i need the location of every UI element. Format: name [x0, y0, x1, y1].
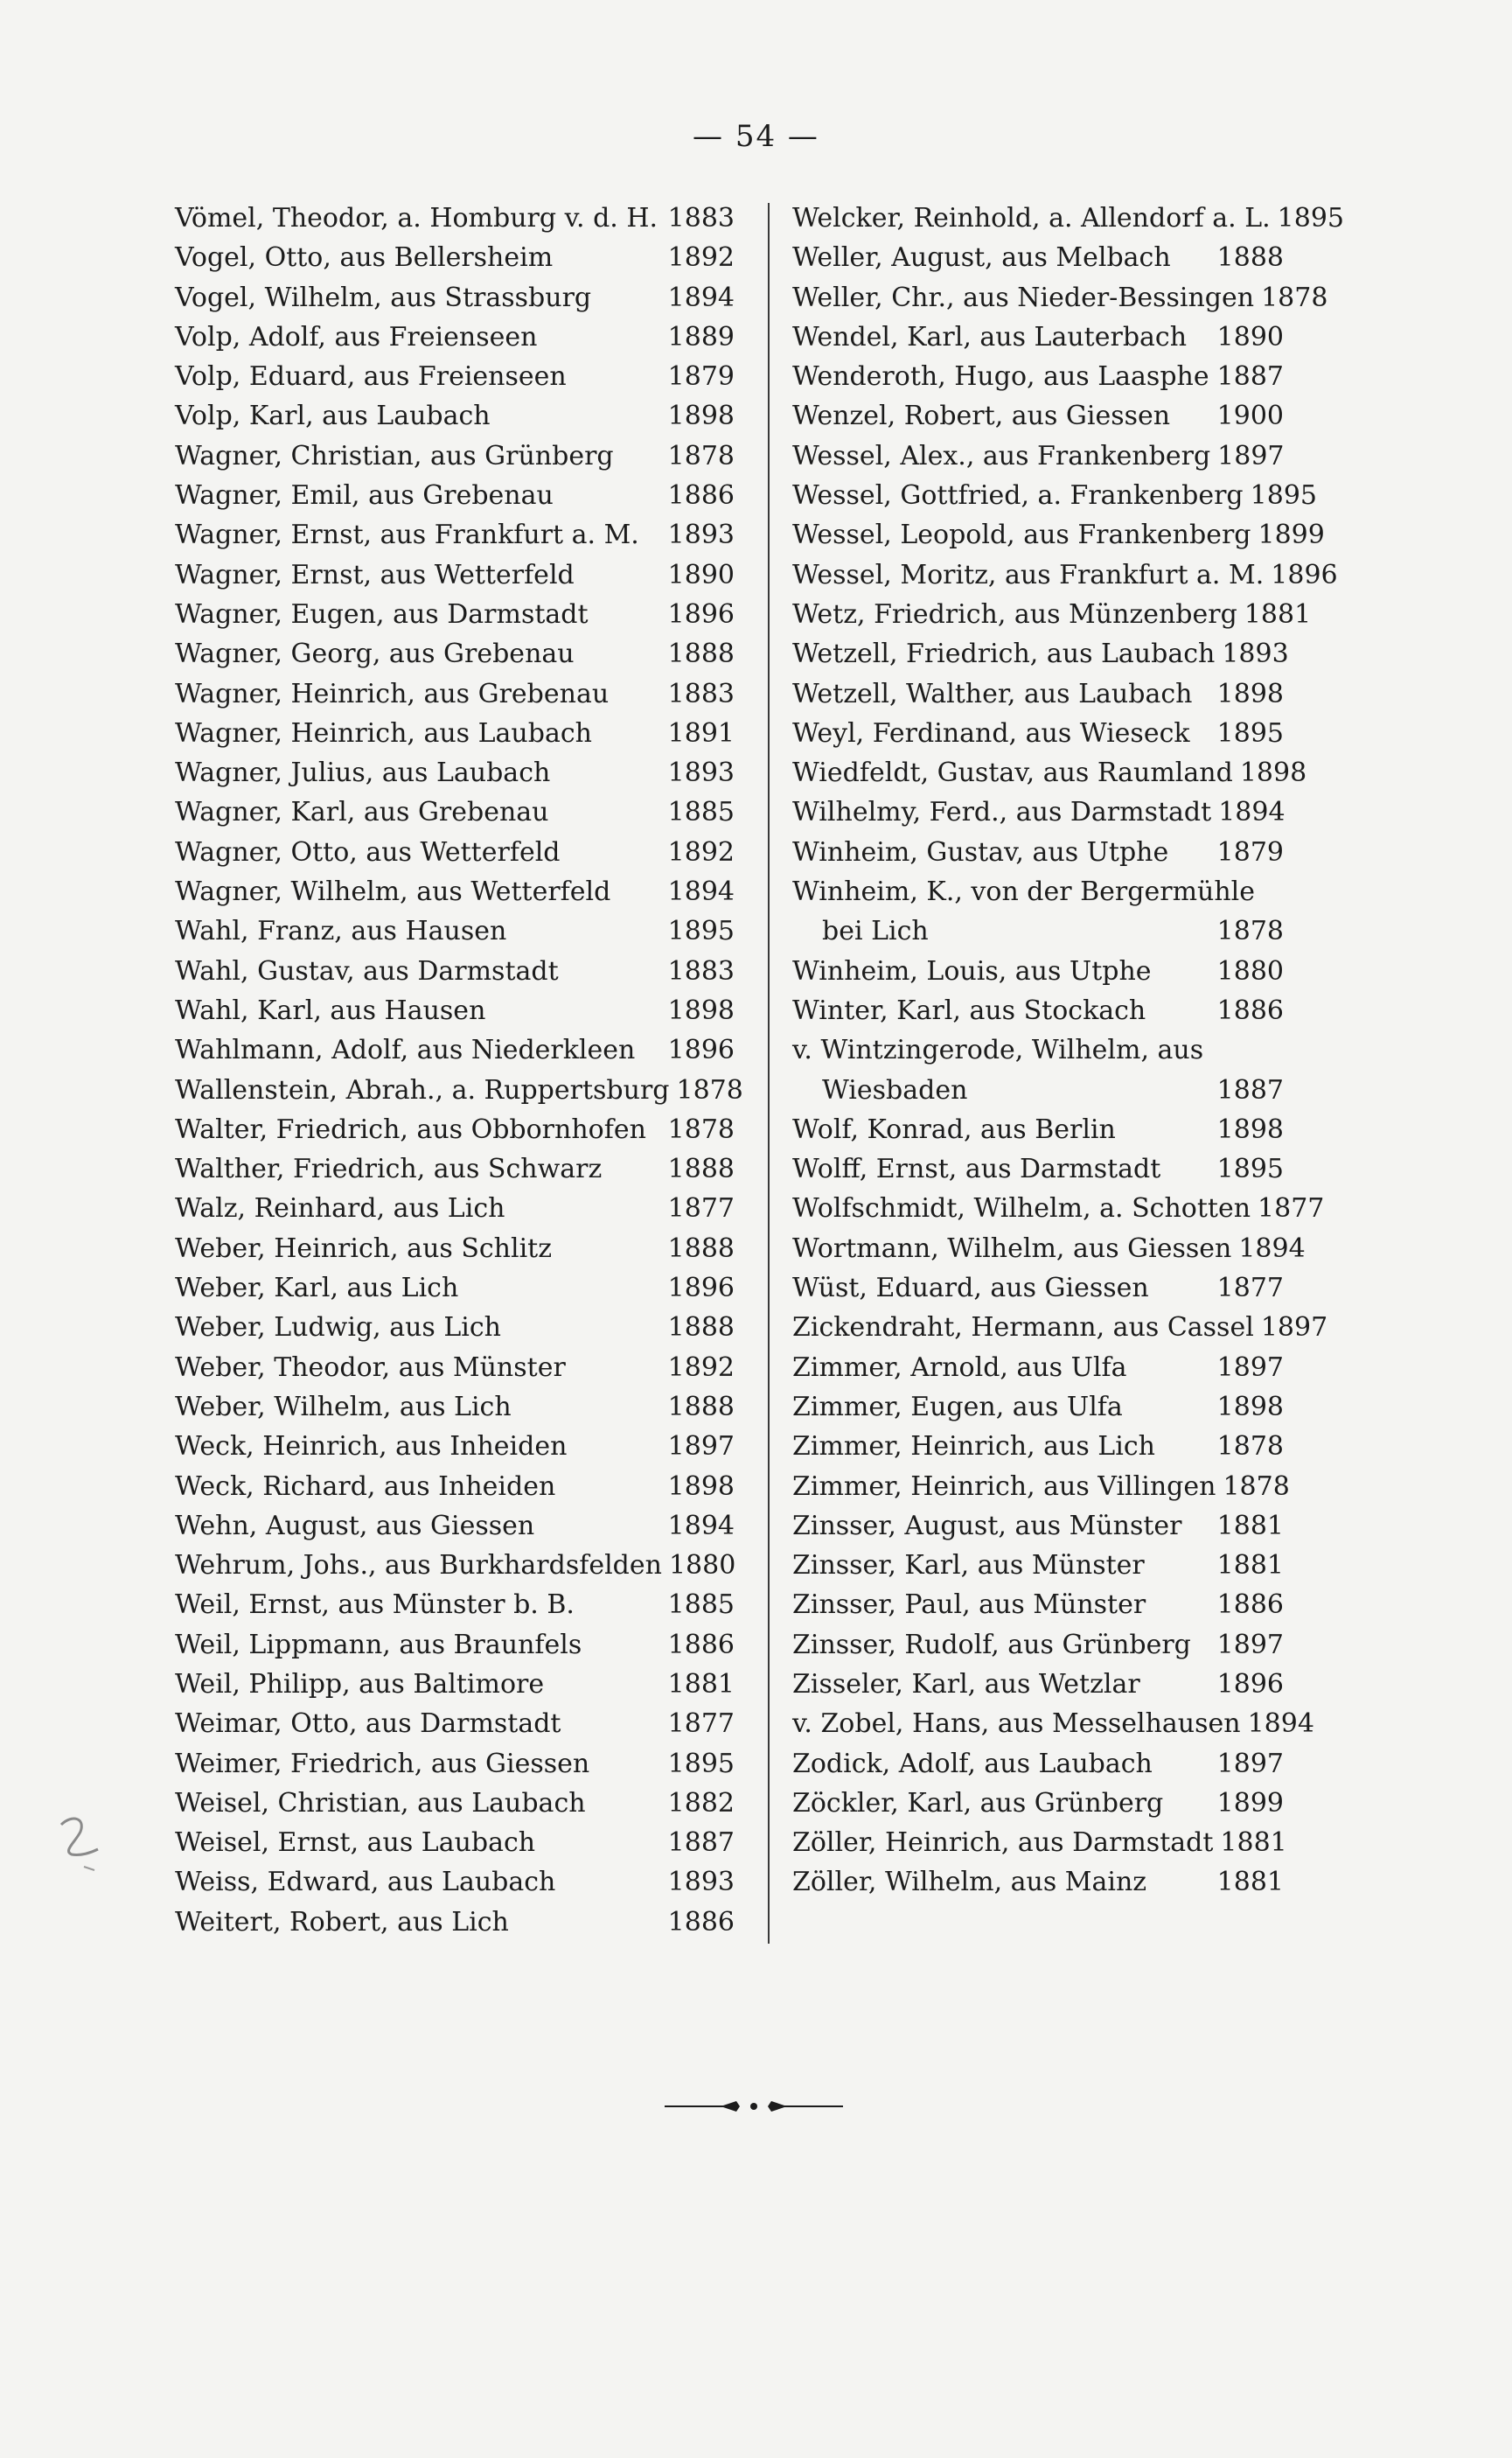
- list-item: [175, 1233, 735, 1273]
- entry-name: Weitert, Robert, aus Lich: [175, 1906, 509, 1938]
- entry-name: Zöller, Heinrich, aus Darmstadt: [792, 1827, 1214, 1859]
- list-item: [792, 837, 1284, 876]
- entry-year: 1895: [1216, 1154, 1284, 1185]
- entry-year: 1895: [1250, 480, 1317, 512]
- list-item: [175, 1114, 735, 1154]
- entry-name: Winheim, Gustav, aus Utphe: [792, 836, 1169, 868]
- list-item: [792, 1154, 1284, 1193]
- list-item: [175, 1193, 735, 1232]
- entry-name: Wendel, Karl, aus Lauterbach: [792, 321, 1188, 353]
- entry-name: Zöckler, Karl, aus Grünberg: [792, 1787, 1164, 1819]
- entry-year: 1890: [1216, 321, 1284, 353]
- entry-year: 1895: [667, 1748, 735, 1779]
- list-item: [175, 956, 735, 995]
- list-item: [175, 1788, 735, 1827]
- entry-year: 1878: [676, 1074, 743, 1106]
- list-item: [792, 679, 1284, 718]
- entry-name: Wahl, Karl, aus Hausen: [175, 995, 486, 1026]
- entry-name: Wolfschmidt, Wilhelm, a. Schotten: [792, 1193, 1251, 1225]
- entry-year: 1877: [1258, 1193, 1325, 1225]
- entry-year: 1888: [667, 639, 735, 670]
- column-divider: [768, 203, 770, 1944]
- entry-year: 1888: [667, 1154, 735, 1185]
- list-item: [175, 480, 735, 520]
- entry-name: Winter, Karl, aus Stockach: [792, 995, 1146, 1026]
- list-item: [175, 1352, 735, 1392]
- list-item: [175, 1392, 735, 1431]
- list-item: [175, 1550, 735, 1589]
- list-item: [175, 916, 735, 955]
- entry-year: 1888: [667, 1391, 735, 1422]
- entry-year: 1891: [667, 717, 735, 749]
- list-item: [792, 1114, 1284, 1154]
- entry-year: 1898: [667, 995, 735, 1026]
- list-item: [792, 995, 1284, 1035]
- entry-year: 1896: [667, 1273, 735, 1304]
- entry-year: 1894: [1247, 1708, 1314, 1740]
- entry-year: 1895: [1277, 203, 1345, 234]
- list-item: [175, 322, 735, 361]
- list-item: [175, 1669, 735, 1708]
- list-item: [175, 1827, 735, 1867]
- entry-name: Wagner, Christian, aus Grünberg: [175, 440, 614, 471]
- entry-name: Winheim, K., von der Bergermühle: [792, 876, 1256, 908]
- entry-year: 1877: [1216, 1273, 1284, 1304]
- list-item: [175, 283, 735, 322]
- entry-name: Walz, Reinhard, aus Lich: [175, 1193, 505, 1225]
- list-item: [792, 1589, 1284, 1629]
- entry-year: 1880: [668, 1550, 736, 1582]
- entry-name: Wagner, Heinrich, aus Grebenau: [175, 678, 610, 709]
- list-item: [175, 639, 735, 678]
- list-item: [175, 1154, 735, 1193]
- entry-year: 1896: [1216, 1668, 1284, 1700]
- entry-name: Walter, Friedrich, aus Obbornhofen: [175, 1114, 646, 1145]
- list-item: [792, 1075, 1284, 1114]
- entry-year: 1893: [667, 758, 735, 789]
- list-item: [792, 1273, 1284, 1312]
- list-item: [792, 1669, 1284, 1708]
- entry-name: Volp, Adolf, aus Freienseen: [175, 321, 538, 353]
- entry-name: Volp, Eduard, aus Freienseen: [175, 361, 567, 393]
- entry-year: 1881: [1216, 1510, 1284, 1541]
- list-item: [175, 520, 735, 559]
- entry-name: Zodick, Adolf, aus Laubach: [792, 1748, 1153, 1779]
- list-item: [792, 1470, 1290, 1511]
- entry-name: Winheim, Louis, aus Utphe: [792, 955, 1152, 987]
- entry-name: Zöller, Wilhelm, aus Mainz: [792, 1867, 1147, 1898]
- entry-year: 1887: [1216, 1074, 1284, 1106]
- entry-year: 1886: [667, 480, 735, 512]
- entry-name: Volp, Karl, aus Laubach: [175, 401, 491, 432]
- list-item: [792, 1352, 1284, 1392]
- entry-name: Zimmer, Heinrich, aus Villingen: [792, 1470, 1216, 1502]
- list-item: [792, 916, 1284, 955]
- entry-year: 1888: [667, 1312, 735, 1344]
- list-item: [175, 242, 735, 282]
- entry-name: Weber, Wilhelm, aus Lich: [175, 1391, 512, 1422]
- list-item: [175, 1471, 735, 1511]
- entry-name: Wagner, Georg, aus Grebenau: [175, 639, 575, 670]
- list-item: [792, 718, 1284, 758]
- entry-year: 1894: [667, 1510, 735, 1541]
- entry-name: Wehn, August, aus Giessen: [175, 1510, 535, 1541]
- list-item: [792, 797, 1284, 836]
- entry-year: 1881: [1216, 1867, 1284, 1898]
- list-item: [175, 679, 735, 718]
- entry-year: 1894: [667, 282, 735, 313]
- entry-year: 1896: [667, 1035, 735, 1066]
- entry-year: 1877: [667, 1708, 735, 1740]
- list-item: [175, 1749, 735, 1788]
- entry-name: Wolff, Ernst, aus Darmstadt: [792, 1154, 1161, 1185]
- entry-name: Vömel, Theodor, a. Homburg v. d. H.: [175, 203, 658, 234]
- list-item: [175, 401, 735, 440]
- entry-year: 1883: [667, 203, 735, 234]
- entry-name: Wessel, Alex., aus Frankenberg: [792, 440, 1211, 471]
- list-item: [792, 1749, 1284, 1788]
- list-item: [792, 559, 1338, 599]
- entry-name: Zinsser, August, aus Münster: [792, 1510, 1182, 1541]
- entry-name: Wahlmann, Adolf, aus Niederkleen: [175, 1035, 636, 1066]
- list-item: [175, 203, 735, 242]
- list-item: [792, 1708, 1314, 1748]
- entry-name: Vogel, Otto, aus Bellersheim: [175, 242, 554, 274]
- list-item: [792, 441, 1284, 480]
- list-item: [175, 876, 735, 916]
- entry-name: Wagner, Julius, aus Laubach: [175, 758, 551, 789]
- entry-name: Wagner, Ernst, aus Frankfurt a. M.: [175, 520, 639, 551]
- entry-name: Wenzel, Robert, aus Giessen: [792, 401, 1171, 432]
- list-item: [175, 758, 735, 797]
- list-item: [792, 956, 1284, 995]
- entry-name: Wessel, Gottfried, a. Frankenberg: [792, 480, 1244, 512]
- entry-year: 1898: [667, 1470, 735, 1502]
- entry-name: Wetzell, Walther, aus Laubach: [792, 678, 1193, 709]
- entry-year: 1893: [1222, 639, 1289, 670]
- entry-name: Weck, Richard, aus Inheiden: [175, 1470, 556, 1502]
- entry-name: Wiesbaden: [822, 1074, 968, 1106]
- list-item: [792, 203, 1345, 242]
- entry-year: 1886: [667, 1906, 735, 1938]
- entry-name: Zimmer, Arnold, aus Ulfa: [792, 1351, 1127, 1383]
- entry-year: 1888: [667, 1232, 735, 1264]
- entry-year: 1893: [667, 1867, 735, 1898]
- list-item: [175, 1035, 735, 1074]
- entry-year: 1897: [1216, 1748, 1284, 1779]
- entry-year: 1897: [1260, 1312, 1328, 1344]
- entry-year: 1877: [667, 1193, 735, 1225]
- list-item: [792, 758, 1307, 797]
- entry-year: 1897: [1217, 440, 1285, 471]
- entry-name: Weller, August, aus Melbach: [792, 242, 1171, 274]
- entry-name: Weisel, Ernst, aus Laubach: [175, 1827, 536, 1859]
- entry-year: 1897: [1216, 1629, 1284, 1660]
- ornament-divider-icon: [665, 2098, 843, 2115]
- entry-year: 1887: [1216, 361, 1284, 393]
- entry-year: 1893: [667, 520, 735, 551]
- entry-year: 1898: [1216, 1114, 1284, 1145]
- entry-name: Wüst, Eduard, aus Giessen: [792, 1273, 1149, 1304]
- entry-year: 1892: [667, 1351, 735, 1383]
- list-item: [792, 1232, 1306, 1273]
- entry-name: Wehrum, Johs., aus Burkhardsfelden: [175, 1550, 662, 1582]
- list-item: [792, 282, 1328, 322]
- entry-name: Wagner, Karl, aus Grebenau: [175, 797, 549, 828]
- entry-name: Vogel, Wilhelm, aus Strassburg: [175, 282, 592, 313]
- entry-year: 1878: [1261, 282, 1328, 313]
- entry-name: Zisseler, Karl, aus Wetzlar: [792, 1668, 1140, 1700]
- entry-name: Weck, Heinrich, aus Inheiden: [175, 1431, 568, 1463]
- entry-name: Weimer, Friedrich, aus Giessen: [175, 1748, 590, 1779]
- list-item: [175, 560, 735, 599]
- list-item: [792, 1193, 1325, 1232]
- entry-name: Wagner, Eugen, aus Darmstadt: [175, 598, 589, 630]
- list-item: [792, 1867, 1284, 1906]
- page-number: — 54 —: [693, 119, 819, 154]
- list-item: [175, 599, 735, 639]
- entry-name: v. Zobel, Hans, aus Messelhausen: [792, 1708, 1241, 1740]
- list-item: [175, 361, 735, 401]
- list-item: [792, 1550, 1284, 1589]
- entry-year: 1898: [667, 401, 735, 432]
- entry-name: Wallenstein, Abrah., a. Ruppertsburg: [175, 1074, 670, 1106]
- list-item: [792, 361, 1284, 401]
- entry-year: 1890: [667, 559, 735, 590]
- entry-name: Weiss, Edward, aus Laubach: [175, 1867, 556, 1898]
- entry-name: Weil, Ernst, aus Münster b. B.: [175, 1589, 575, 1621]
- list-item: [792, 1035, 1284, 1074]
- entry-year: 1897: [1216, 1351, 1284, 1383]
- entry-name: Zinsser, Paul, aus Münster: [792, 1589, 1146, 1621]
- entry-name: Weisel, Christian, aus Laubach: [175, 1787, 586, 1819]
- entry-name: Wortmann, Wilhelm, aus Giessen: [792, 1232, 1232, 1264]
- entry-name: Zinsser, Rudolf, aus Grünberg: [792, 1629, 1191, 1660]
- entry-name: Weber, Heinrich, aus Schlitz: [175, 1232, 553, 1264]
- entry-year: 1898: [1239, 758, 1307, 789]
- entry-year: 1899: [1258, 520, 1325, 551]
- list-item: [175, 995, 735, 1035]
- entry-year: 1892: [667, 242, 735, 274]
- entry-year: 1888: [1216, 242, 1284, 274]
- list-item: [792, 1788, 1284, 1827]
- list-item: [175, 1867, 735, 1906]
- entry-year: 1895: [667, 916, 735, 947]
- entry-year: 1878: [1223, 1470, 1290, 1502]
- entry-year: 1878: [1216, 916, 1284, 947]
- entry-name: bei Lich: [822, 916, 929, 947]
- entry-year: 1879: [667, 361, 735, 393]
- entry-year: 1880: [1216, 955, 1284, 987]
- entry-year: 1886: [1216, 995, 1284, 1026]
- entry-name: Weil, Lippmann, aus Braunfels: [175, 1629, 582, 1660]
- left-column: [175, 203, 743, 1946]
- entry-year: 1887: [667, 1827, 735, 1859]
- list-item: [792, 520, 1325, 559]
- list-item: [792, 1511, 1284, 1550]
- entry-year: 1889: [667, 321, 735, 353]
- entry-name: Wagner, Emil, aus Grebenau: [175, 480, 554, 512]
- entry-name: Welcker, Reinhold, a. Allendorf a. L.: [792, 203, 1271, 234]
- list-item: [792, 1392, 1284, 1431]
- entry-name: Wahl, Gustav, aus Darmstadt: [175, 955, 559, 987]
- entry-name: Walther, Friedrich, aus Schwarz: [175, 1154, 603, 1185]
- list-item: [792, 1630, 1284, 1669]
- entry-name: Weber, Karl, aus Lich: [175, 1273, 459, 1304]
- list-item: [175, 1708, 735, 1748]
- entry-year: 1879: [1216, 836, 1284, 868]
- list-item: [175, 1589, 735, 1629]
- list-item: [175, 1511, 735, 1550]
- list-item: [792, 598, 1312, 639]
- entry-name: Wagner, Wilhelm, aus Wetterfeld: [175, 876, 611, 908]
- list-item: [792, 322, 1284, 361]
- entry-name: Wetz, Friedrich, aus Münzenberg: [792, 598, 1237, 630]
- list-item: [175, 441, 735, 480]
- entry-year: 1878: [667, 1114, 735, 1145]
- entry-name: Wenderoth, Hugo, aus Laasphe: [792, 361, 1209, 393]
- list-item: [792, 480, 1317, 520]
- list-item: [792, 1827, 1287, 1867]
- entry-name: Weimar, Otto, aus Darmstadt: [175, 1708, 561, 1740]
- entry-year: 1883: [667, 955, 735, 987]
- entry-name: Wessel, Leopold, aus Frankenberg: [792, 520, 1251, 551]
- right-column: [792, 203, 1345, 1907]
- entry-name: Wilhelmy, Ferd., aus Darmstadt: [792, 797, 1212, 828]
- entry-year: 1878: [1216, 1431, 1284, 1463]
- list-item: [175, 797, 735, 836]
- entry-name: Weller, Chr., aus Nieder-Bessingen: [792, 282, 1255, 313]
- entry-name: Wagner, Ernst, aus Wetterfeld: [175, 559, 575, 590]
- entry-year: 1894: [1238, 1232, 1306, 1264]
- list-item: [175, 837, 735, 876]
- entry-year: 1896: [1271, 559, 1338, 590]
- entry-name: Wetzell, Friedrich, aus Laubach: [792, 639, 1216, 670]
- entry-year: 1878: [667, 440, 735, 471]
- entry-year: 1881: [1220, 1827, 1287, 1859]
- entry-year: 1895: [1216, 717, 1284, 749]
- list-item: [792, 1431, 1284, 1470]
- entry-year: 1881: [667, 1668, 735, 1700]
- entry-year: 1883: [667, 678, 735, 709]
- entry-name: Weber, Ludwig, aus Lich: [175, 1312, 501, 1344]
- entry-year: 1881: [1216, 1550, 1284, 1582]
- entry-year: 1886: [667, 1629, 735, 1660]
- entry-year: 1894: [667, 876, 735, 908]
- entry-year: 1881: [1244, 598, 1312, 630]
- entry-year: 1899: [1216, 1787, 1284, 1819]
- list-item: [792, 401, 1284, 440]
- entry-name: Zimmer, Heinrich, aus Lich: [792, 1431, 1155, 1463]
- entry-name: Wiedfeldt, Gustav, aus Raumland: [792, 758, 1233, 789]
- entry-name: Wahl, Franz, aus Hausen: [175, 916, 507, 947]
- entry-name: Zimmer, Eugen, aus Ulfa: [792, 1391, 1123, 1422]
- pencil-mark-icon: [45, 1805, 115, 1875]
- entry-year: 1898: [1216, 1391, 1284, 1422]
- list-item: [792, 242, 1284, 282]
- entry-year: 1898: [1216, 678, 1284, 709]
- list-item: [175, 718, 735, 758]
- entry-name: Wagner, Otto, aus Wetterfeld: [175, 836, 561, 868]
- entry-name: Zickendraht, Hermann, aus Cassel: [792, 1312, 1254, 1344]
- list-item: [792, 639, 1289, 678]
- entry-name: Wessel, Moritz, aus Frankfurt a. M.: [792, 559, 1265, 590]
- entry-year: 1894: [1218, 797, 1286, 828]
- list-item: [792, 1312, 1328, 1351]
- list-item: [175, 1312, 735, 1351]
- list-item: [792, 876, 1284, 916]
- entry-year: 1886: [1216, 1589, 1284, 1621]
- entry-name: Wagner, Heinrich, aus Laubach: [175, 717, 592, 749]
- entry-name: Zinsser, Karl, aus Münster: [792, 1550, 1145, 1582]
- entry-year: 1897: [667, 1431, 735, 1463]
- list-item: [175, 1907, 735, 1946]
- list-item: [175, 1273, 735, 1312]
- entry-name: Wolf, Konrad, aus Berlin: [792, 1114, 1116, 1145]
- entry-year: 1896: [667, 598, 735, 630]
- list-item: [175, 1630, 735, 1669]
- list-item: [175, 1431, 735, 1470]
- entry-year: 1892: [667, 836, 735, 868]
- entry-name: Weber, Theodor, aus Münster: [175, 1351, 566, 1383]
- entry-year: 1900: [1216, 401, 1284, 432]
- list-item: [175, 1074, 743, 1114]
- entry-name: v. Wintzingerode, Wilhelm, aus: [792, 1035, 1204, 1066]
- entry-year: 1882: [667, 1787, 735, 1819]
- entry-year: 1885: [667, 797, 735, 828]
- entry-name: Weyl, Ferdinand, aus Wieseck: [792, 717, 1190, 749]
- entry-name: Weil, Philipp, aus Baltimore: [175, 1668, 545, 1700]
- entry-year: 1885: [667, 1589, 735, 1621]
